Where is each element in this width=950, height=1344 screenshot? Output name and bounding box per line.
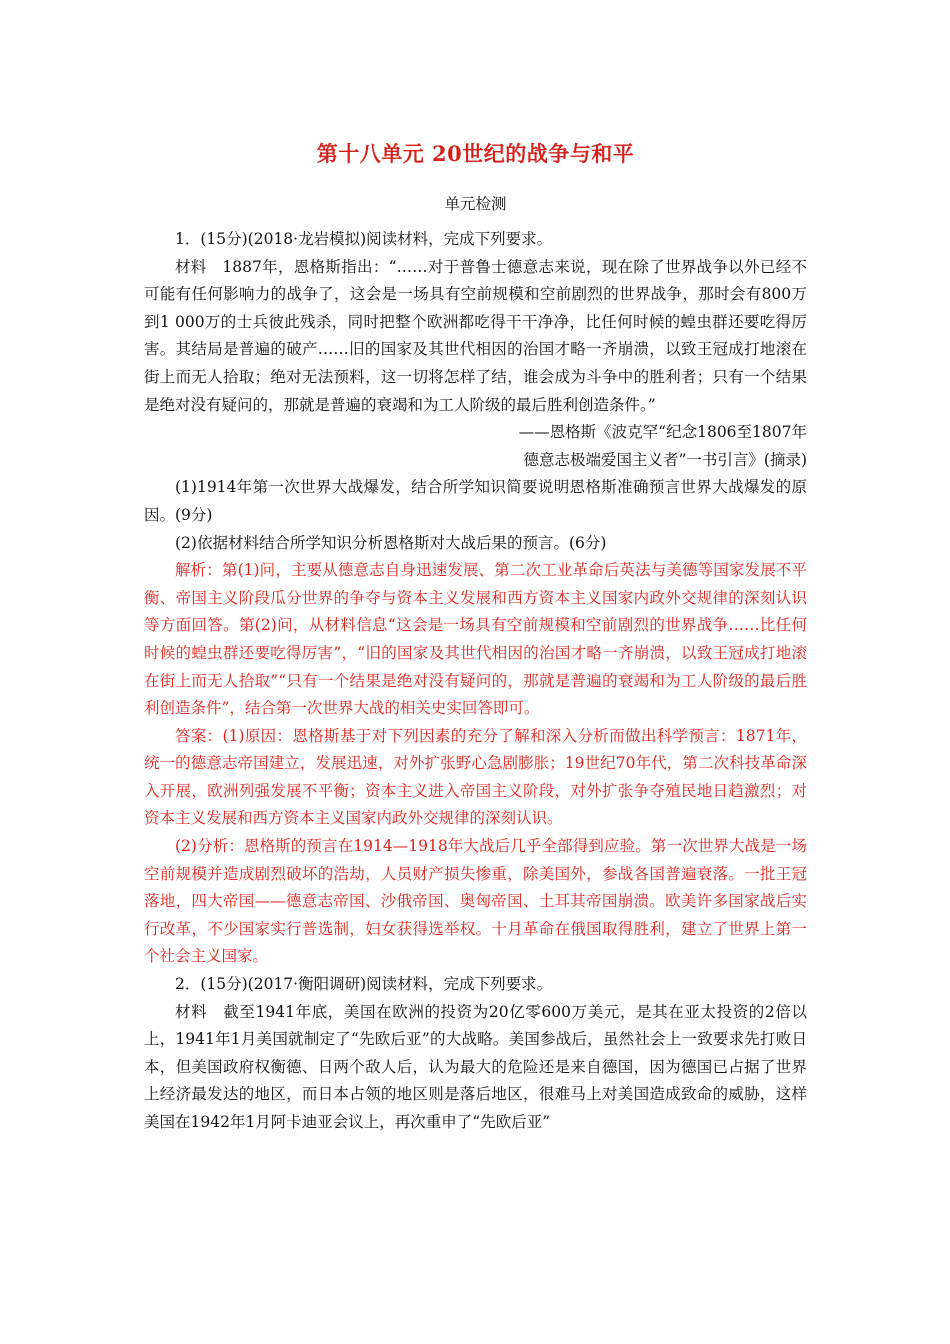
- analysis-label: 解析：: [175, 561, 222, 580]
- q1-source-line1: ——恩格斯《波克罕“纪念1806至1807年: [518, 423, 807, 442]
- document-page: [144, 138, 807, 1137]
- q1-material: 材料 1887年，恩格斯指出：“……对于普鲁士德意志来说，现在除了世界战争以外已经不可能有任何影响力的战争了，这会是一场具有空前规模和空前剧烈的世界战争，那时会有800万到1 000万的士兵彼此残杀，同时把整个欧洲都吃得干干净净，比任何时候的蝗虫群还要吃得厉害。其结局是普遍的破产……旧的国家及其世代相因的治国才略一齐崩溃，以致王冠成打地滚在街上而无人拾取；绝对无法预料，这一切将怎样了结，谁会成为斗争中的胜利者；只有一个结果是绝对没有疑问的，那就是普遍的衰竭和为工人阶级的最后胜利创造条件。”: [144, 257, 807, 414]
- q1-analysis: [144, 557, 807, 723]
- q2-material: 材料 截至1941年底，美国在欧洲的投资为20亿零600万美元，是其在亚太投资的2倍以上，1941年1月美国就制定了“先欧后亚”的大战略。美国参战后，虽然社会上一致要求先打败日本，但美国政府权衡德、日两个敌人后，认为最大的危险还是来自德国，因为德国已占据了世界上经济最发达的地区，而日本占领的地区则是落后地区，很难马上对美国造成致命的威胁，这样美国在1942年1月阿卡迪亚会议上，再次重申了“先欧后亚”: [144, 1002, 807, 1131]
- q1-subquestion-1: (1)1914年第一次世界大战爆发，结合所学知识简要说明恩格斯准确预言世界大战爆发的原因。(9分): [144, 478, 807, 524]
- q2-heading: 2．(15分)(2017·衡阳调研)阅读材料，完成下列要求。: [175, 975, 553, 994]
- analysis-text: 第(1)问，主要从德意志自身迅速发展、第二次工业革命后英法与美德等国家发展不平衡、帝国主义阶段瓜分世界的争夺与资本主义发展和西方资本主义国家内政外交规律的深刻认识等方面回答。第(2)问，从材料信息“这会是一场具有空前规模和空前剧烈的世界战争……比任何时候的蝗虫群还要吃得厉害”，“旧的国家及其世代相因的治国才略一齐崩溃，以致王冠成打地滚在街上而无人拾取”“只有一个结果是绝对没有疑问的，那就是普遍的衰竭和为工人阶级的最后胜利创造条件”，结合第一次世界大战的相关史实回答即可。: [144, 561, 807, 718]
- q1-heading: 1．(15分)(2018·龙岩模拟)阅读材料，完成下列要求。: [175, 230, 553, 248]
- q1-answer-2: (2)分析：恩格斯的预言在1914—1918年大战后几乎全部得到应验。第一次世界大战是一场空前规模并造成剧烈破坏的浩劫，人员财产损失惨重，除美国外，参战各国普遍衰落。一批王冠落地，四大帝国——德意志帝国、沙俄帝国、奥匈帝国、土耳其帝国崩溃。欧美许多国家战后实行改革，不少国家实行普选制，妇女获得选举权。十月革命在俄国取得胜利，建立了世界上第一个社会主义国家。: [144, 837, 807, 966]
- unit-subtitle: 单元检测: [444, 195, 507, 213]
- q1-subquestion-2: (2)依据材料结合所学知识分析恩格斯对大战后果的预言。(6分): [175, 533, 607, 552]
- answer-label: 答案：: [175, 726, 223, 745]
- answer-1-text: (1)原因：恩格斯基于对下列因素的充分了解和深入分析而做出科学预言：1871年，统一的德意志帝国建立，发展迅速，对外扩张野心急剧膨胀；19世纪70年代，第二次科技革命深入开展，欧洲列强发展不平衡；资本主义进入帝国主义阶段，对外扩张争夺殖民地日趋激烈；对资本主义发展和西方资本主义国家内政外交规律的深刻认识。: [144, 726, 807, 828]
- q1-source-line2: 德意志极端爱国主义者”一书引言》(摘录): [523, 450, 807, 469]
- q1-answer-1: [144, 723, 807, 833]
- unit-title: 第十八单元 20世纪的战争与和平: [316, 141, 635, 166]
